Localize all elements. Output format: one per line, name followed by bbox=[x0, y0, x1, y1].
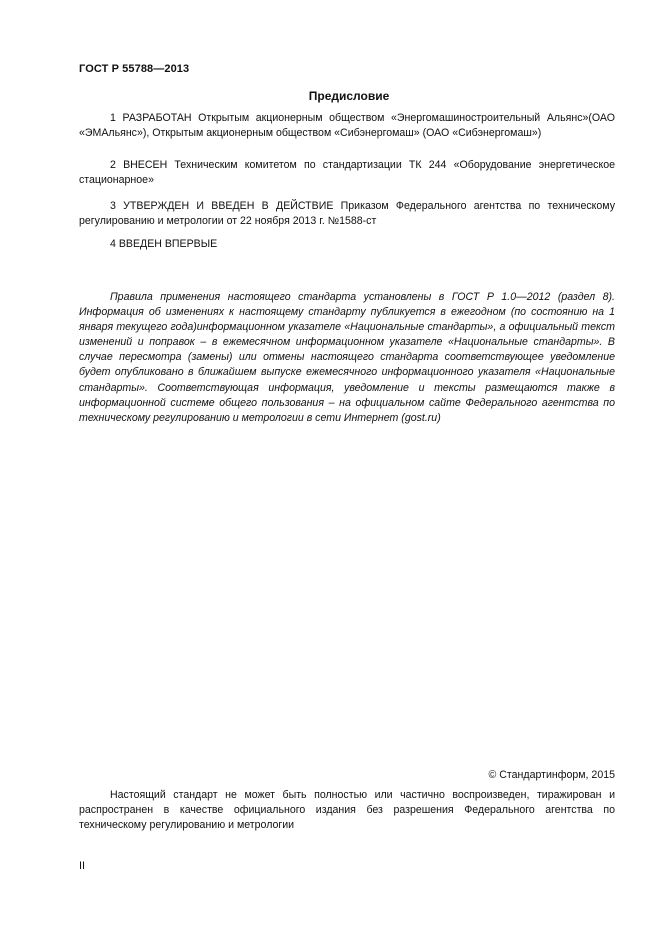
document-code: ГОСТ Р 55788—2013 bbox=[79, 63, 190, 75]
copyright-line: © Стандартинформ, 2015 bbox=[488, 769, 615, 781]
page-number: II bbox=[79, 860, 86, 872]
reproduction-rights-text: Настоящий стандарт не может быть полностью или частично воспроизведен, тиражирован и распространен в качестве официального издания без разрешения Федерального агентства по техническому регулированию и метрологии bbox=[79, 789, 615, 831]
paragraph-developed-by: 1 РАЗРАБОТАН Открытым акционерным обществом «Энергомашиностроительный Альянс»(ОАО «ЭМАльянс»), Открытым акционерным обществом «Сибэнергомаш» (ОАО «Сибэнергомаш») bbox=[79, 112, 615, 139]
application-rules-notice: Правила применения настоящего стандарта установлены в ГОСТ Р 1.0—2012 (раздел 8). Информация об изменениях к настоящему стандарту публикуется в ежегодном (по состоянию на 1 января текущего года)информационном указателе «Национальные стандарты», а официальный текст изменений и поправок – в ежемесячном информационном указателе «Национальные стандарты». В случае пересмотра (замены) или отмены настоящего стандарта соответствующее уведомление будет опубликовано в ближайшем выпуске ежемесячного информационного указателя «Национальные стандарты». Соответствующая информация, уведомление и тексты размещаются также в информационной системе общего пользования – на официальном сайте Федерального агентства по техническому регулированию и метрологии в сети Интернет (gost.ru) bbox=[79, 291, 615, 424]
paragraph-first-introduced: 4 ВВЕДЕН ВПЕРВЫЕ bbox=[110, 238, 218, 250]
section-title: Предисловие bbox=[308, 89, 390, 103]
paragraph-introduced-by: 2 ВНЕСЕН Техническим комитетом по стандартизации ТК 244 «Оборудование энергетическое стационарное» bbox=[79, 159, 615, 186]
paragraph-approved: 3 УТВЕРЖДЕН И ВВЕДЕН В ДЕЙСТВИЕ Приказом Федерального агентства по техническому регулированию и метрологии от 22 ноября 2013 г. №1588-ст bbox=[79, 200, 615, 227]
